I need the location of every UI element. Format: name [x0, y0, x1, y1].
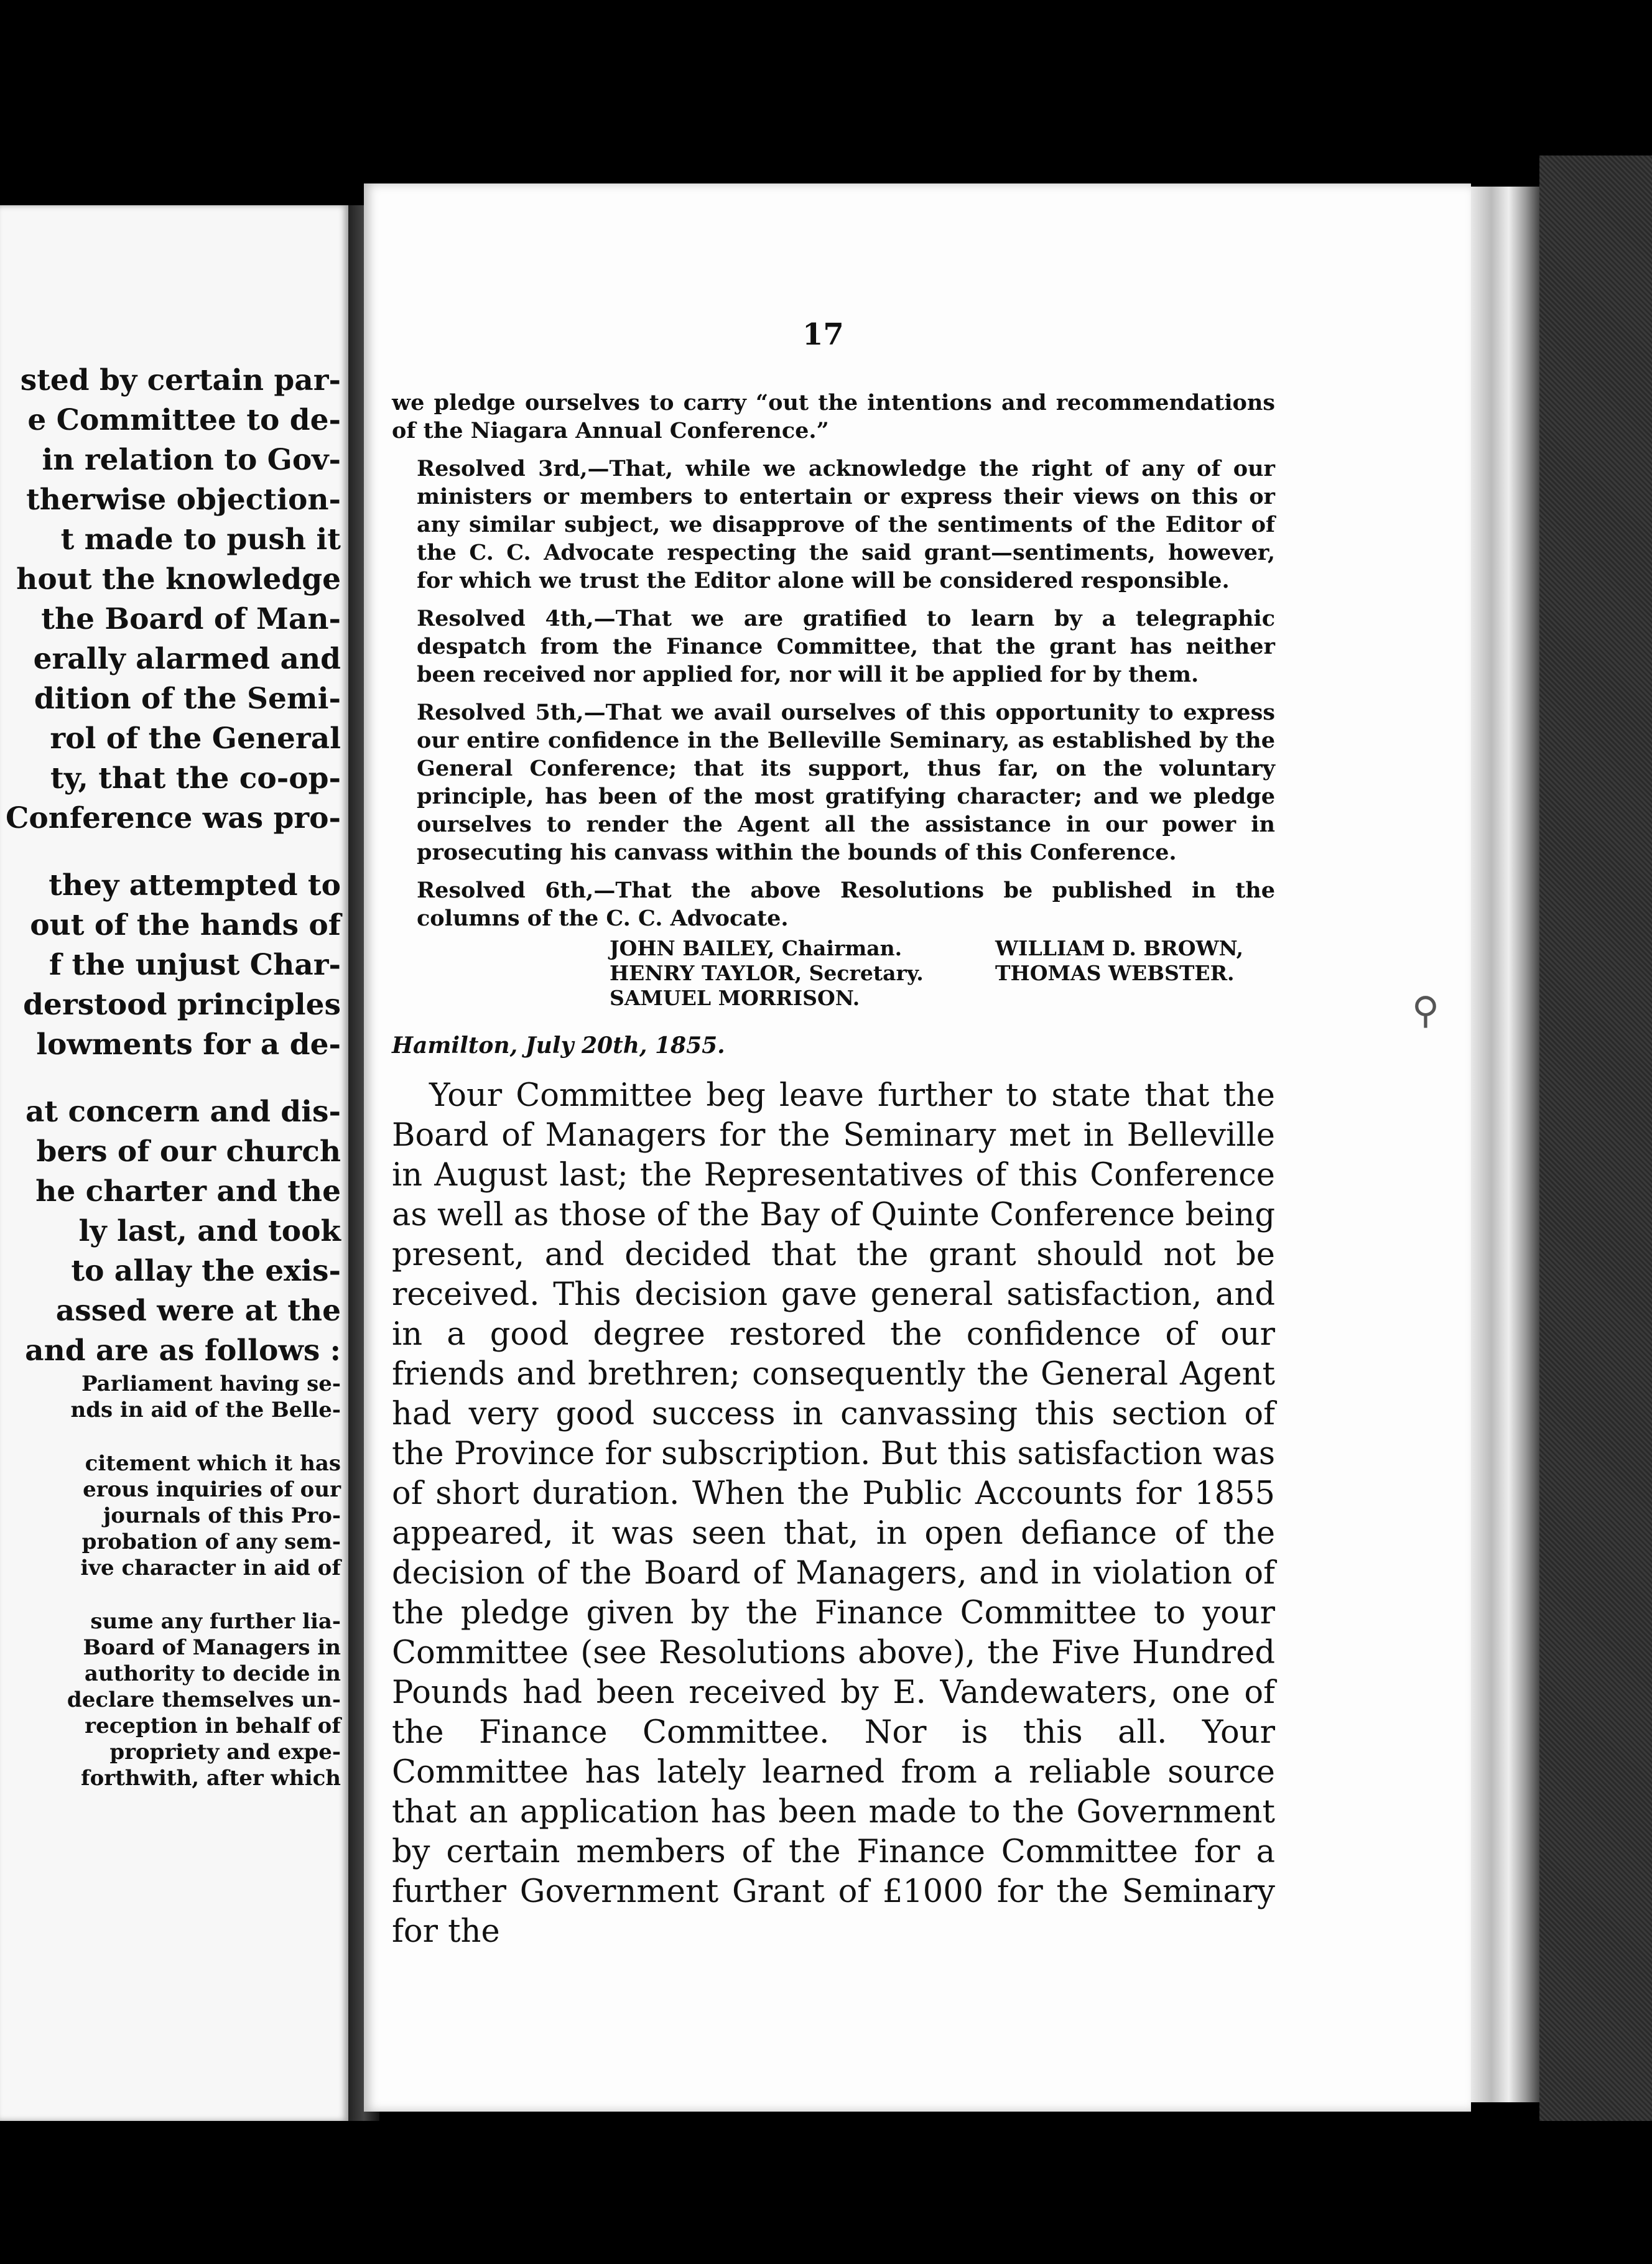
- left-page-line: propriety and expe-: [109, 1740, 341, 1765]
- left-page-line: t made to push it: [60, 522, 341, 557]
- resolution-4: Resolved 4th,—That we are gratified to learn by a telegraphic despatch from the Finance Committee, that the grant has neither been received nor applied for, nor will it be applied for by them.: [417, 606, 1275, 687]
- left-page-line: sume any further lia-: [90, 1609, 341, 1634]
- left-page-line: ty, that the co-op-: [50, 761, 341, 796]
- left-page-line: nds in aid of the Belle-: [70, 1398, 341, 1422]
- left-page-line: at concern and dis-: [25, 1095, 341, 1129]
- left-page-line: erous inquiries of our: [83, 1477, 341, 1502]
- intro-paragraph: we pledge ourselves to carry “out the intentions and recommendations of the Niagara Annual Conference.”: [392, 390, 1275, 443]
- left-page-text: [0, 361, 341, 1791]
- left-page-line: therwise objection-: [26, 483, 341, 517]
- signatures: [392, 936, 1275, 1011]
- left-page-line: hout the knowledge: [16, 562, 341, 596]
- left-page-line: sted by certain par-: [20, 363, 341, 397]
- left-page-line: reception in behalf of: [85, 1714, 341, 1738]
- left-page-line: out of the hands of: [30, 908, 341, 942]
- left-page-line: to allay the exis-: [71, 1254, 341, 1288]
- resolution-6: Resolved 6th,—That the above Resolutions be published in the columns of the C. C. Advocate.: [417, 878, 1275, 931]
- left-page-line: assed were at the: [55, 1294, 341, 1328]
- left-page-line: erally alarmed and: [33, 642, 341, 676]
- left-page-line: the Board of Man-: [41, 602, 341, 636]
- signature-brown: WILLIAM D. BROWN,: [995, 936, 1244, 960]
- left-page-line: derstood principles: [23, 988, 341, 1022]
- left-page-line: probation of any sem-: [81, 1529, 341, 1554]
- signature-chairman: JOHN BAILEY, Chairman.: [610, 936, 903, 960]
- resolution-3: Resolved 3rd,—That, while we acknowledge the right of any of our ministers or members to entertain or express their views on this or any similar subject, we disapprove of the sentiments of the Editor of the C. C. Advocate respecting the said grant—sentiments, however, for which we trust the Editor alone will be considered responsible.: [417, 456, 1275, 593]
- left-page-line: citement which it has: [85, 1451, 341, 1476]
- left-page-line: they attempted to: [49, 868, 341, 902]
- left-page-line: in relation to Gov-: [42, 443, 341, 477]
- main-paragraph: Your Committee beg leave further to state that the Board of Managers for the Seminary met in Belleville in August last; the Representatives of this Conference as well as those of the Bay of Quinte Conference being present, and decided that the grant should not be received. This decision gave general satisfaction, and in a good degree restored the confidence of our friends and brethren; consequently the General Agent had very good success in canvassing this section of the Province for subscription. But this satisfaction was of short duration. When the Public Accounts for 1855 appeared, it was seen that, in open defiance of the decision of the Board of Managers, and in violation of the pledge given by the Finance Committee to your Committee (see Resolutions above), the Five Hundred Pounds had been received by E. Vandewaters, one of the Finance Committee. Nor is this all. Your Committee has lately learned from a reliable source that an application has been made to the Government by certain members of the Finance Committee for a further Government Grant of £1000 for the Seminary for the: [392, 1077, 1275, 1950]
- signature-webster: THOMAS WEBSTER.: [995, 961, 1235, 985]
- left-page-line: authority to decide in: [84, 1661, 341, 1686]
- page-edges: [1471, 187, 1539, 2102]
- left-page-line: ive character in aid of: [80, 1556, 341, 1580]
- left-page-line: journals of this Pro-: [103, 1503, 341, 1528]
- left-page: [0, 205, 348, 2121]
- left-page-line: e Committee to de-: [27, 403, 341, 437]
- left-page-line: ly last, and took: [78, 1214, 341, 1248]
- left-page-line: rol of the General: [50, 721, 341, 756]
- page-number: 17: [802, 317, 844, 352]
- left-page-line: f the unjust Char-: [49, 948, 341, 982]
- left-page-line: forthwith, after which: [81, 1766, 341, 1791]
- date-line: Hamilton, July 20th, 1855.: [392, 1032, 725, 1059]
- left-page-line: Parliament having se-: [81, 1371, 341, 1396]
- left-page-line: Board of Managers in: [83, 1635, 341, 1660]
- resolution-5: Resolved 5th,—That we avail ourselves of this opportunity to express our entire confidence in the Belleville Seminary, as established by the General Conference; that its support, thus far, on the voluntary principle, has been of the most gratifying character; and we pledge ourselves to render the Agent all the assistance in our power in prosecuting his canvass within the bounds of this Conference.: [417, 700, 1275, 865]
- left-page-line: he charter and the: [35, 1174, 341, 1209]
- book-cover: [1539, 155, 1652, 2121]
- left-page-line: Conference was pro-: [6, 801, 341, 835]
- left-page-line: declare themselves un-: [67, 1687, 341, 1712]
- left-page-line: bers of our church: [36, 1134, 341, 1169]
- margin-mark: ⚲: [1412, 989, 1439, 1032]
- signature-secretary: HENRY TAYLOR, Secretary.: [610, 961, 924, 985]
- left-page-line: lowments for a de-: [36, 1028, 341, 1062]
- left-page-line: dition of the Semi-: [34, 682, 341, 716]
- signature-morrison: SAMUEL MORRISON.: [610, 986, 860, 1010]
- main-text: [392, 1076, 1275, 1952]
- resolutions-block: [392, 389, 1275, 942]
- left-page-line: and are as follows :: [25, 1334, 341, 1368]
